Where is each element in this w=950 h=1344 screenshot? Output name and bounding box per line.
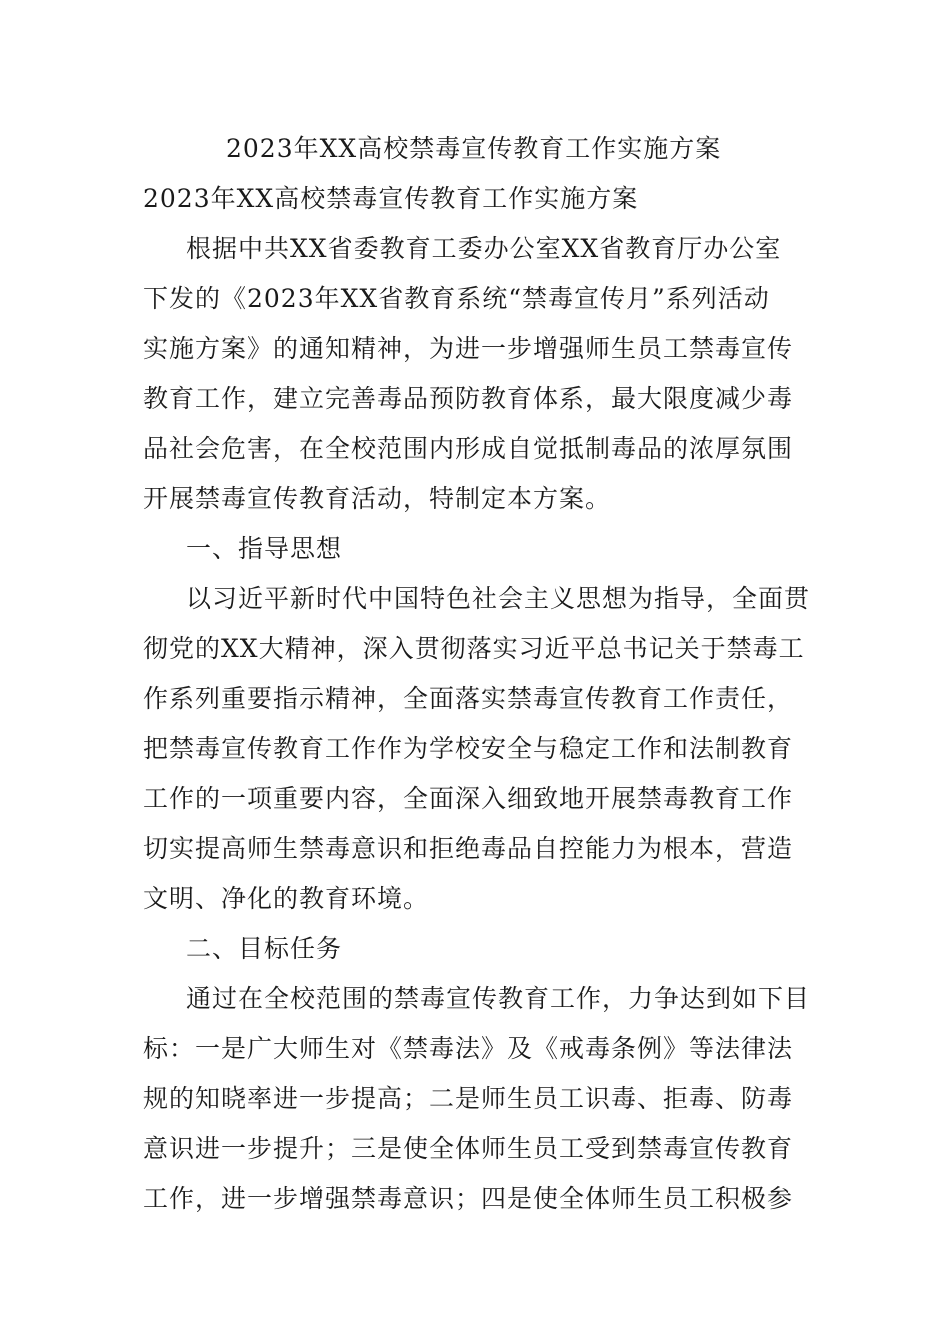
section1-line-3: 作系列重要指示精神，全面落实禁毒宣传教育工作责任， xyxy=(143,684,794,713)
section2-line-4: 意识进一步提升；三是使全体师生员工受到禁毒宣传教育 xyxy=(143,1134,794,1163)
section2-line-5: 工作，进一步增强禁毒意识；四是使全体师生员工积极参 xyxy=(143,1184,794,1213)
section1-line-4: 把禁毒宣传教育工作作为学校安全与稳定工作和法制教育 xyxy=(143,734,794,763)
intro-line-4: 教育工作，建立完善毒品预防教育体系，最大限度减少毒 xyxy=(143,384,794,413)
section1-line-6: 切实提高师生禁毒意识和拒绝毒品自控能力为根本，营造 xyxy=(143,834,794,863)
section1-heading: 一、指导思想 xyxy=(186,534,343,563)
section1-line-7: 文明、净化的教育环境。 xyxy=(143,884,430,913)
section1-line-2: 彻党的XX大精神，深入贯彻落实习近平总书记关于禁毒工 xyxy=(143,634,805,663)
intro-line-5: 品社会危害，在全校范围内形成自觉抵制毒品的浓厚氛围 xyxy=(143,434,794,463)
section2-line-2: 标：一是广大师生对《禁毒法》及《戒毒条例》等法律法 xyxy=(143,1034,794,1063)
section1-line-5: 工作的一项重要内容，全面深入细致地开展禁毒教育工作 xyxy=(143,784,794,813)
document-subtitle: 2023年XX高校禁毒宣传教育工作实施方案 xyxy=(143,184,639,213)
section2-line-3: 规的知晓率进一步提高；二是师生员工识毒、拒毒、防毒 xyxy=(143,1084,794,1113)
intro-line-1: 根据中共XX省委教育工委办公室XX省教育厅办公室 xyxy=(186,234,782,263)
intro-line-3: 实施方案》的通知精神，为进一步增强师生员工禁毒宣传 xyxy=(143,334,794,363)
intro-line-2: 下发的《2023年XX省教育系统“禁毒宣传月”系列活动 xyxy=(143,284,770,313)
document-title: 2023年XX高校禁毒宣传教育工作实施方案 xyxy=(226,134,722,163)
intro-line-6: 开展禁毒宣传教育活动，特制定本方案。 xyxy=(143,484,612,513)
section1-line-1: 以习近平新时代中国特色社会主义思想为指导，全面贯 xyxy=(186,584,811,613)
section2-heading: 二、目标任务 xyxy=(186,934,343,963)
section2-line-1: 通过在全校范围的禁毒宣传教育工作，力争达到如下目 xyxy=(186,984,811,1013)
